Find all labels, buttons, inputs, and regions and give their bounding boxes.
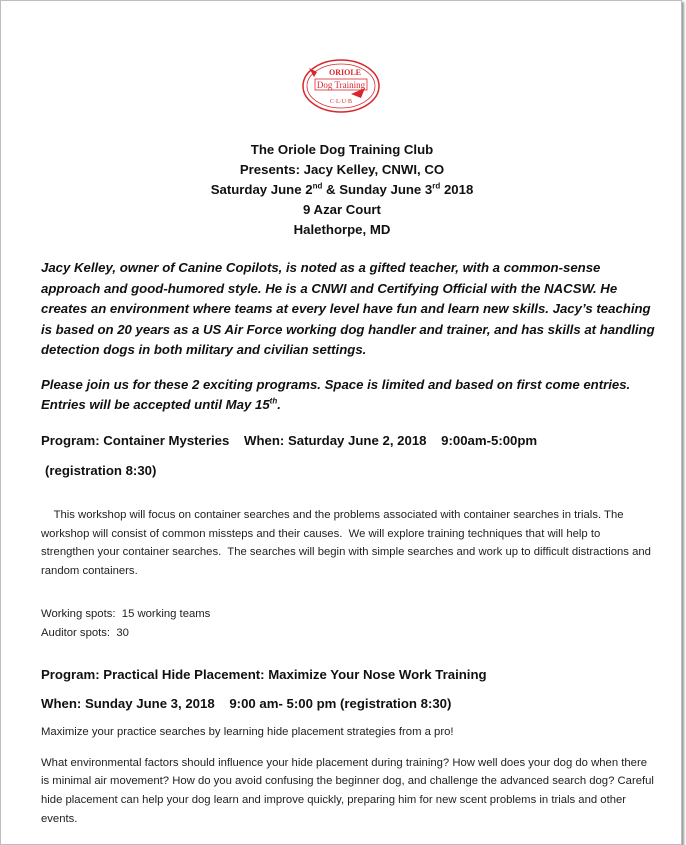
svg-text:C·L·U·B: C·L·U·B (330, 99, 352, 105)
event-dates: Saturday June 2nd & Sunday June 3rd 2018 (210, 181, 474, 197)
program1-heading: Program: Container Mysteries When: Saturday June 2, 2018 9:00am-5:00pm (41, 432, 538, 448)
program2-description: What environmental factors should influence your hide placement during training? How well does your dog do when there is minimal air movement? How do you avoid confusing the beginner dog, and challenge the advanced search dog? Careful hide placement can help your dog learn and improve quickly, preparing him for new scent problems in trials and other events. (41, 756, 654, 825)
presenter: Presents: Jacy Kelley, CNWI, CO (239, 162, 445, 177)
event-header (1, 140, 683, 240)
program2-heading: Program: Practical Hide Placement: Maximize Your Nose Work Training (41, 667, 487, 683)
intro-paragraph: Jacy Kelley, owner of Canine Copilots, is noted as a gifted teacher, with a common-sense approach and good-humored style. He is a CNWI and Certifying Official with the NACSW. He creates an environment where teams at every level have fun and learn new skills. Jacy’s teaching is based on 20 years as a US Air Force working dog handler and trainer, and has skills at handling detection dogs in both military and civilian settings. (41, 260, 655, 357)
venue-city: Halethorpe, MD (293, 222, 391, 237)
program1-description: This workshop will focus on container searches and the problems associated with container searches in trials. The workshop will consist of common missteps and their causes. We will explore training techniques that will help to strengthen your container searches. The searches will begin with simple searches and work up to difficult distractions and random containers. (41, 509, 655, 577)
svg-text:ORIOLE: ORIOLE (328, 68, 362, 77)
invite-paragraph: Please join us for these 2 exciting programs. Space is limited and based on first come entries. Entries will be accepted until May 15th. (41, 376, 631, 412)
program2-when: When: Sunday June 3, 2018 9:00 am- 5:00 pm (registration 8:30) (41, 696, 452, 712)
working-spots: Working spots: 15 working teams (41, 608, 211, 621)
oriole-dog-training-club-logo (301, 58, 381, 114)
auditor-spots: Auditor spots: 30 (41, 626, 129, 639)
svg-text:Dog Training: Dog Training (316, 80, 366, 90)
program1-registration: (registration 8:30) (45, 462, 157, 478)
club-name: The Oriole Dog Training Club (250, 142, 434, 157)
venue-address: 9 Azar Court (303, 202, 381, 217)
program2-intro: Maximize your practice searches by learning hide placement strategies from a pro! (41, 726, 454, 739)
